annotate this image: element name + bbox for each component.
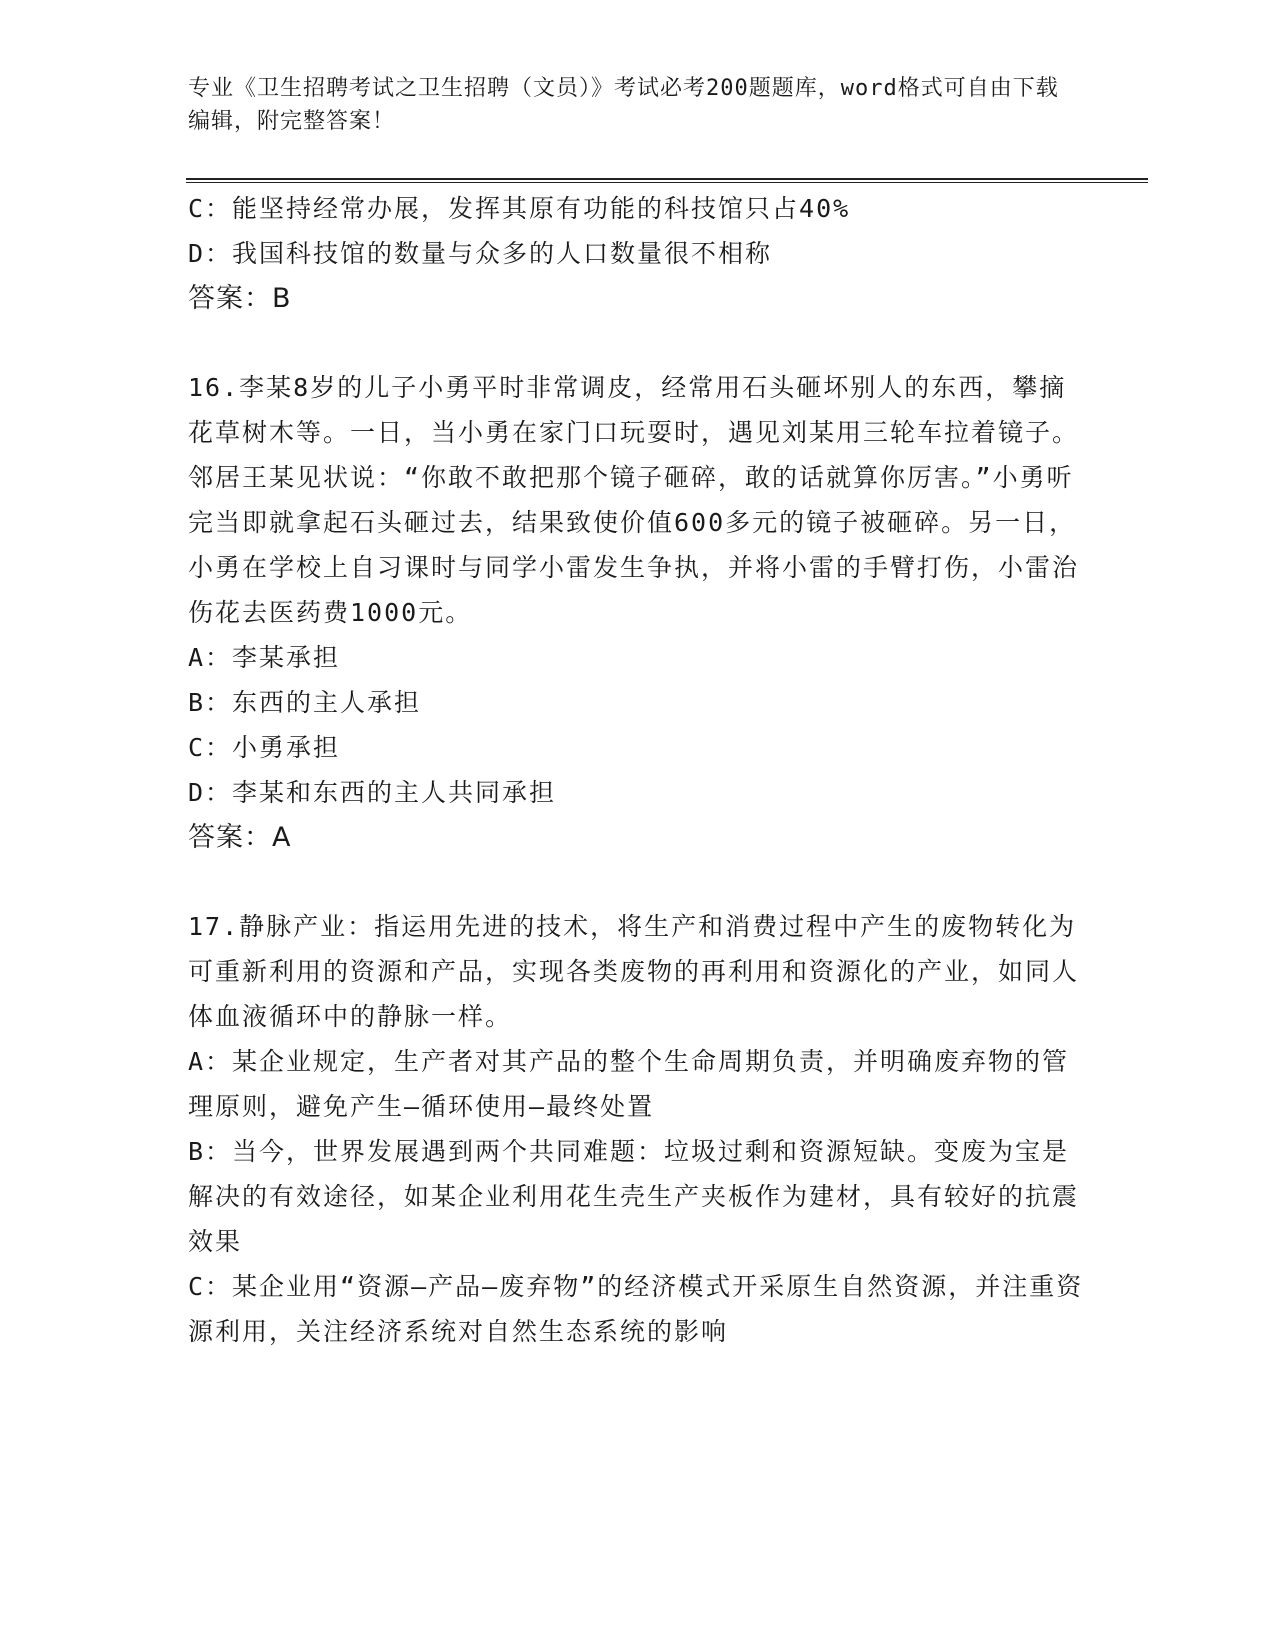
previous-question-tail [188, 186, 1088, 321]
answer-line: 答案：B [188, 283, 292, 314]
question-stem: 16.李某8岁的儿子小勇平时非常调皮，经常用石头砸坏别人的东西，攀摘花草树木等。一日，当小勇在家门口玩耍时，遇见刘某用三轮车拉着镜子。邻居王某见状说：“你敢不敢把那个镜子砸碎，敢的话就算你厉害。”小勇听完当即就拿起石头砸过去，结果致使价值600多元的镜子被砸碎。另一日，小勇在学校上自习课时与同学小雷发生争执，并将小雷的手臂打伤，小雷治伤花去医药费1000元。 [188, 373, 1080, 627]
option-d: D：李某和东西的主人共同承担 [188, 778, 557, 807]
question-16 [188, 365, 1088, 860]
question-stem: 17.静脉产业：指运用先进的技术，将生产和消费过程中产生的废物转化为可重新利用的资源和产品，实现各类废物的再利用和资源化的产业，如同人体血液循环中的静脉一样。 [188, 912, 1080, 1031]
spacer [188, 860, 1088, 904]
option-c: C：某企业用“资源—产品—废弃物”的经济模式开采原生自然资源，并注重资源利用，关注经济系统对自然生态系统的影响 [188, 1272, 1084, 1346]
option-c: C：能坚持经常办展，发挥其原有功能的科技馆只占40% [188, 194, 851, 223]
header-divider [186, 178, 1148, 183]
spacer [188, 321, 1088, 365]
question-17 [188, 904, 1088, 1354]
option-a: A：某企业规定，生产者对其产品的整个生命周期负责，并明确废弃物的管理原则，避免产生—循环使用—最终处置 [188, 1047, 1070, 1121]
answer-line: 答案：A [188, 822, 292, 853]
option-d: D：我国科技馆的数量与众多的人口数量很不相称 [188, 239, 773, 268]
document-body [188, 186, 1088, 1354]
header-title: 专业《卫生招聘考试之卫生招聘（文员）》考试必考200题题库，word格式可自由下载编辑，附完整答案！ [188, 76, 1059, 134]
option-b: B：当今，世界发展遇到两个共同难题：垃圾过剩和资源短缺。变废为宝是解决的有效途径，如某企业利用花生壳生产夹板作为建材，具有较好的抗震效果 [188, 1137, 1080, 1256]
option-c: C：小勇承担 [188, 733, 341, 762]
option-a: A：李某承担 [188, 643, 341, 672]
option-b: B：东西的主人承担 [188, 688, 422, 717]
document-header [188, 72, 1068, 138]
